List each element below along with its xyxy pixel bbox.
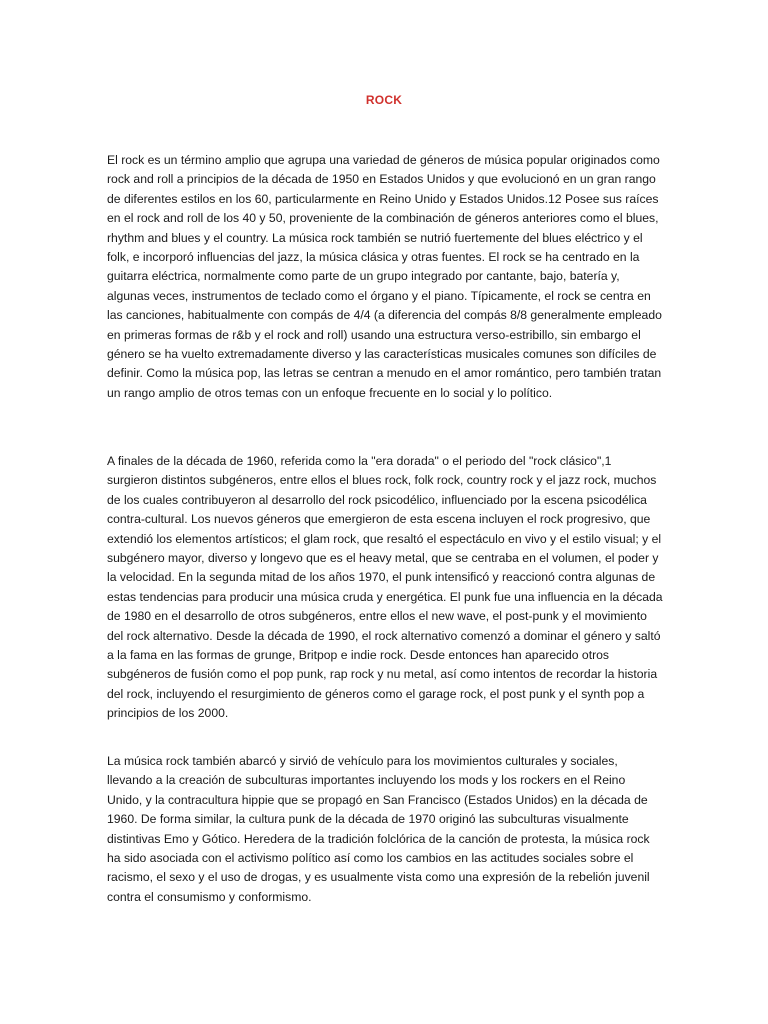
paragraph-1: El rock es un término amplio que agrupa una variedad de géneros de música popular originados como rock and roll a principios de la década de 1950 en Estados Unidos y que evolucionó en un gran rango de diferentes estilos en los 60, particularmente en Reino Unido y Estados Unidos.12 Posee sus raíces en el rock and roll de los 40 y 50, proveniente de la combinación de géneros anteriores como el blues, rhythm and blues y el country. La música rock también se nutrió fuertemente del blues eléctrico y el folk, e incorporó influencias del jazz, la música clásica y otras fuentes. El rock se ha centrado en la guitarra eléctrica, normalmente como parte de un grupo integrado por cantante, bajo, batería y, algunas veces, instrumentos de teclado como el órgano y el piano. Típicamente, el rock se centra en las canciones, habitualmente con compás de 4/4 (a diferencia del compás 8/8 generalmente empleado en primeras formas de r&b y el rock and roll) usando una estructura verso-estribillo, sin embargo el género se ha vuelto extremadamente diverso y las características musicales comunes son difíciles de definir. Como la música pop, las letras se centran a menudo en el amor romántico, pero también tratan un rango amplio de otros temas con un enfoque frecuente en lo social y lo político. (107, 153, 662, 400)
paragraph-3: La música rock también abarcó y sirvió de vehículo para los movimientos culturales y sociales, llevando a la creación de subculturas importantes incluyendo los mods y los rockers en el Reino Unido, y la contracultura hippie que se propagó en San Francisco (Estados Unidos) en la década de 1960. De forma similar, la cultura punk de la década de 1970 originó las subculturas visualmente distintivas Emo y Gótico. Heredera de la tradición folclórica de la canción de protesta, la música rock ha sido asociada con el activismo político así como los cambios en las actitudes sociales sobre el racismo, el sexo y el uso de drogas, y es usualmente vista como una expresión de la rebelión juvenil contra el consumismo y conformismo. (107, 754, 650, 904)
paragraph-2: A finales de la década de 1960, referida como la "era dorada" o el periodo del "rock clásico",1 surgieron distintos subgéneros, entre ellos el blues rock, folk rock, country rock y el jazz rock, muchos de los cuales contribuyeron al desarrollo del rock psicodélico, influenciado por la escena psicodélica contra-cultural. Los nuevos géneros que emergieron de esta escena incluyen el rock progresivo, que extendió los elementos artísticos; el glam rock, que resaltó el espectáculo en vivo y el estilo visual; y el subgénero mayor, diverso y longevo que es el heavy metal, que se centraba en el volumen, el poder y la velocidad. En la segunda mitad de los años 1970, el punk intensificó y reaccionó contra algunas de estas tendencias para producir una música cruda y energética. El punk fue una influencia en la década de 1980 en el desarrollo de otros subgéneros, entre ellos el new wave, el post-punk y el movimiento del rock alternativo. Desde la década de 1990, el rock alternativo comenzó a dominar el género y saltó a la fama en las formas de grunge, Britpop e indie rock. Desde entonces han aparecido otros subgéneros de fusión como el pop punk, rap rock y nu metal, así como intentos de recordar la historia del rock, incluyendo el resurgimiento de géneros como el garage rock, el post punk y el synth pop a principios de los 2000. (107, 454, 663, 721)
document-title: ROCK (365, 93, 403, 107)
